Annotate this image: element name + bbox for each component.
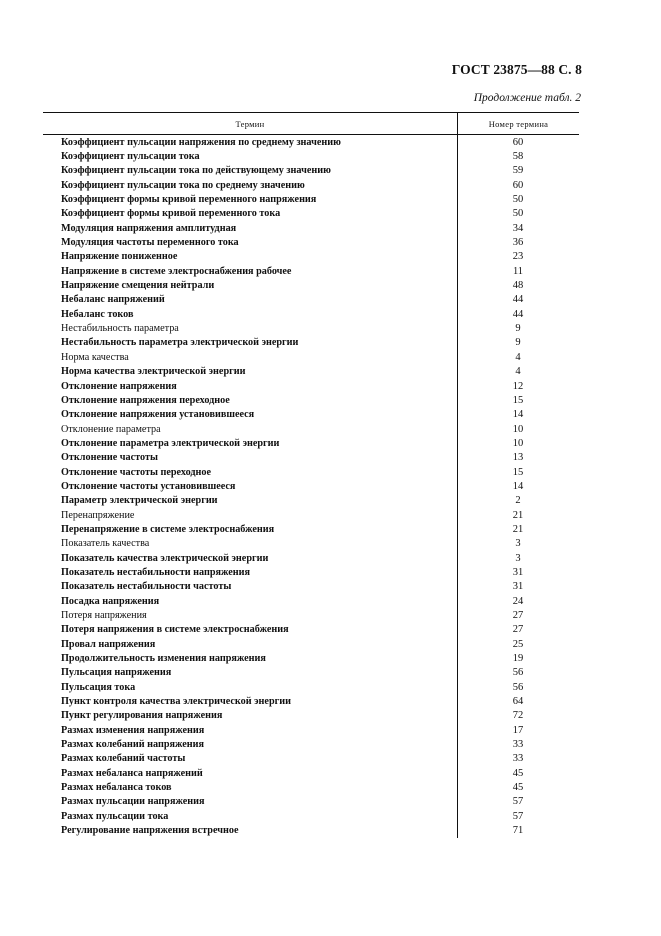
term-number-cell: 50 (512, 208, 524, 220)
table-row (43, 752, 579, 766)
term-number-cell: 17 (512, 724, 524, 736)
term-number-cell: 31 (512, 581, 524, 593)
table-row (43, 250, 579, 264)
table-row (43, 408, 579, 422)
term-number-cell: 13 (512, 452, 524, 464)
term-number-cell: 48 (512, 280, 524, 292)
table-row (43, 623, 579, 637)
table-row (43, 235, 579, 249)
term-cell: Перенапряжение (61, 509, 135, 521)
table-row (43, 680, 579, 694)
term-cell: Размах небаланса напряжений (61, 767, 203, 779)
term-cell: Отклонение частоты (61, 452, 158, 464)
term-cell: Регулирование напряжения встречное (61, 825, 239, 837)
term-number-cell: 9 (515, 337, 521, 349)
term-number-cell: 21 (512, 509, 524, 521)
table-row (43, 594, 579, 608)
table-row (43, 321, 579, 335)
table-row (43, 479, 579, 493)
table-row (43, 365, 579, 379)
term-number-cell: 4 (515, 366, 521, 378)
table-row (43, 580, 579, 594)
term-cell: Норма качества электрической энергии (61, 366, 246, 378)
table-row (43, 551, 579, 565)
table-row (43, 565, 579, 579)
term-number-cell: 4 (515, 351, 521, 363)
term-cell: Коэффициент формы кривой переменного напряжения (61, 194, 317, 206)
term-cell: Размах небаланса токов (61, 782, 172, 794)
term-cell: Перенапряжение в системе электроснабжения (61, 523, 275, 535)
term-number-cell: 33 (512, 753, 524, 765)
term-cell: Небаланс токов (61, 308, 134, 320)
term-number-cell: 11 (512, 265, 524, 277)
table-row (43, 164, 579, 178)
term-cell: Напряжение пониженное (61, 251, 178, 263)
term-number-cell: 36 (512, 237, 524, 249)
term-cell: Отклонение параметра электрической энергии (61, 437, 280, 449)
table-body (43, 135, 579, 838)
term-number-cell: 14 (512, 480, 524, 492)
term-number-cell: 60 (512, 136, 524, 148)
term-cell: Пункт контроля качества электрической энергии (61, 696, 291, 708)
table-continuation-label: Продолжение табл. 2 (473, 92, 581, 104)
term-number-cell: 12 (512, 380, 524, 392)
term-cell: Коэффициент пульсации тока по действующему значению (61, 165, 331, 177)
term-cell: Продолжительность изменения напряжения (61, 653, 266, 665)
term-cell: Напряжение в системе электроснабжения рабочее (61, 265, 292, 277)
table-row (43, 307, 579, 321)
term-cell: Показатель нестабильности напряжения (61, 566, 251, 578)
term-cell: Нестабильность параметра электрической энергии (61, 337, 299, 349)
term-cell: Показатель качества (61, 538, 150, 550)
terms-table (43, 112, 579, 838)
term-cell: Коэффициент пульсации тока по среднему значению (61, 179, 305, 191)
term-number-cell: 2 (515, 495, 521, 507)
term-cell: Модуляция частоты переменного тока (61, 237, 239, 249)
table-row (43, 795, 579, 809)
term-cell: Пункт регулирования напряжения (61, 710, 223, 722)
term-number-cell: 72 (512, 710, 524, 722)
term-number-cell: 50 (512, 194, 524, 206)
term-number-cell: 44 (512, 294, 524, 306)
table-row (43, 393, 579, 407)
term-number-cell: 71 (512, 825, 524, 837)
table-row (43, 278, 579, 292)
term-number-cell: 57 (512, 810, 524, 822)
table-row (43, 135, 579, 149)
table-row (43, 207, 579, 221)
term-cell: Коэффициент формы кривой переменного тока (61, 208, 281, 220)
table-row (43, 451, 579, 465)
table-row (43, 465, 579, 479)
term-cell: Потеря напряжения (61, 610, 147, 622)
term-number-cell: 27 (512, 610, 524, 622)
table-row (43, 694, 579, 708)
term-number-cell: 21 (512, 523, 524, 535)
term-number-cell: 23 (512, 251, 524, 263)
page-header: ГОСТ 23875—88 С. 8 (451, 62, 582, 77)
term-cell: Коэффициент пульсации тока (61, 151, 200, 163)
term-cell: Коэффициент пульсации напряжения по среднему значению (61, 136, 341, 148)
term-number-cell: 34 (512, 222, 524, 234)
term-number-cell: 15 (512, 466, 524, 478)
table-row (43, 350, 579, 364)
term-cell: Параметр электрической энергии (61, 495, 218, 507)
term-cell: Потеря напряжения в системе электроснабжения (61, 624, 289, 636)
table-row (43, 178, 579, 192)
table-row (43, 766, 579, 780)
term-number-cell: 10 (512, 423, 524, 435)
table-row (43, 522, 579, 536)
table-row (43, 723, 579, 737)
table-row (43, 809, 579, 823)
table-row (43, 737, 579, 751)
term-cell: Небаланс напряжений (61, 294, 165, 306)
table-row (43, 149, 579, 163)
term-number-cell: 3 (515, 538, 521, 550)
term-number-cell: 19 (512, 653, 524, 665)
term-cell: Отклонение напряжения установившееся (61, 409, 255, 421)
term-cell: Показатель нестабильности частоты (61, 581, 232, 593)
table-row (43, 436, 579, 450)
term-number-cell: 64 (512, 696, 524, 708)
table-row (43, 192, 579, 206)
column-header-number: Номер термина (488, 118, 549, 129)
term-number-cell: 10 (512, 437, 524, 449)
term-number-cell: 14 (512, 409, 524, 421)
table-row (43, 780, 579, 794)
term-number-cell: 3 (515, 552, 521, 564)
term-cell: Размах колебаний частоты (61, 753, 186, 765)
term-cell: Отклонение напряжения (61, 380, 177, 392)
term-cell: Отклонение параметра (61, 423, 161, 435)
term-number-cell: 9 (515, 323, 521, 335)
term-number-cell: 31 (512, 566, 524, 578)
term-number-cell: 15 (512, 394, 524, 406)
table-row (43, 537, 579, 551)
term-number-cell: 44 (512, 308, 524, 320)
term-number-cell: 45 (512, 767, 524, 779)
term-cell: Отклонение частоты переходное (61, 466, 212, 478)
term-number-cell: 27 (512, 624, 524, 636)
table-row (43, 824, 579, 838)
term-cell: Провал напряжения (61, 638, 156, 650)
term-number-cell: 25 (512, 638, 524, 650)
term-cell: Пульсация тока (61, 681, 136, 693)
table-row (43, 293, 579, 307)
table-row (43, 651, 579, 665)
term-number-cell: 56 (512, 681, 524, 693)
term-number-cell: 57 (512, 796, 524, 808)
table-row (43, 709, 579, 723)
table-row (43, 221, 579, 235)
term-number-cell: 60 (512, 179, 524, 191)
term-cell: Размах колебаний напряжения (61, 739, 205, 751)
table-row (43, 336, 579, 350)
term-cell: Размах изменения напряжения (61, 724, 205, 736)
column-header-term: Термин (43, 113, 458, 134)
table-row (43, 608, 579, 622)
table-row (43, 508, 579, 522)
term-cell: Пульсация напряжения (61, 667, 172, 679)
table-row (43, 494, 579, 508)
term-number-cell: 59 (512, 165, 524, 177)
term-cell: Отклонение напряжения переходное (61, 394, 230, 406)
term-cell: Размах пульсации тока (61, 810, 169, 822)
table-row (43, 379, 579, 393)
term-cell: Размах пульсации напряжения (61, 796, 205, 808)
table-row (43, 666, 579, 680)
term-number-cell: 45 (512, 782, 524, 794)
term-cell: Нестабильность параметра (61, 323, 179, 335)
table-row (43, 422, 579, 436)
term-number-cell: 33 (512, 739, 524, 751)
term-cell: Посадка напряжения (61, 595, 160, 607)
term-cell: Показатель качества электрической энергии (61, 552, 269, 564)
term-cell: Модуляция напряжения амплитудная (61, 222, 237, 234)
term-cell: Норма качества (61, 351, 129, 363)
term-cell: Напряжение смещения нейтрали (61, 280, 215, 292)
table-row (43, 264, 579, 278)
table-header (43, 112, 579, 135)
term-cell: Отклонение частоты установившееся (61, 480, 236, 492)
term-number-cell: 58 (512, 151, 524, 163)
term-number-cell: 24 (512, 595, 524, 607)
term-number-cell: 56 (512, 667, 524, 679)
table-row (43, 637, 579, 651)
